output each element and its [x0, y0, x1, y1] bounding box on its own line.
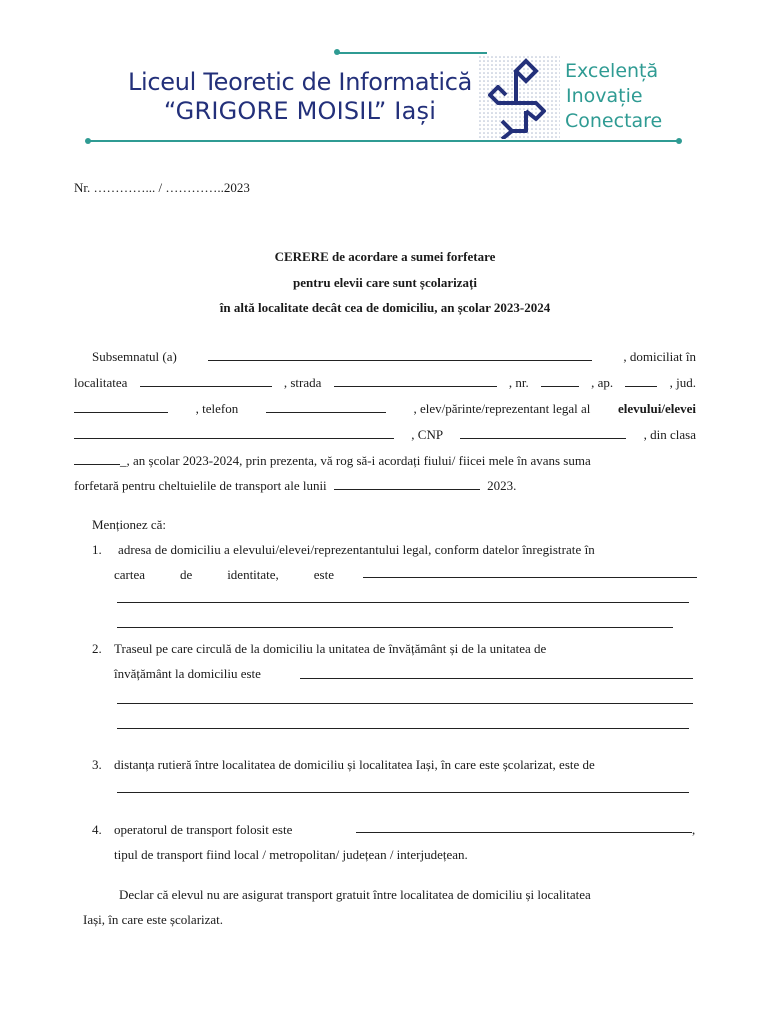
address-field-line2[interactable]	[117, 602, 689, 603]
school-logo-icon	[478, 55, 560, 139]
registration-number: Nr. …………... / …………..2023	[74, 180, 250, 195]
declaration-line2: Iași, în care este școlarizat.	[83, 912, 224, 927]
motto-line: Conectare	[565, 110, 663, 132]
label-telefon: , telefon	[195, 401, 239, 416]
letterhead	[0, 0, 770, 160]
item1-text	[118, 542, 696, 558]
class-field[interactable]	[74, 454, 120, 465]
label-elevului: elevului/elevei	[618, 401, 696, 416]
document-title-line3: în altă localitate decât cea de domiciliu, an școlar 2023-2024	[219, 300, 551, 315]
letterhead-dot	[334, 49, 340, 55]
label-strada: , strada	[283, 375, 322, 390]
school-name-line1: Liceul Teoretic de Informatică	[127, 68, 473, 96]
cnp-field[interactable]	[460, 428, 626, 439]
item4-number: 4.	[92, 822, 102, 837]
route-field-line3[interactable]	[117, 728, 689, 729]
name-field[interactable]	[208, 350, 592, 361]
item3-text: distanța rutieră între localitatea de domiciliu și localitatea Iași, în care este școlarizat, este de	[114, 757, 595, 772]
form-line-3	[74, 401, 696, 417]
letterhead-bottom-rule	[88, 140, 678, 142]
phone-field[interactable]	[266, 402, 386, 413]
form-line-6	[74, 478, 516, 494]
apartment-field[interactable]	[625, 376, 657, 387]
locality-field[interactable]	[140, 376, 272, 387]
label-domiciliat: , domiciliat în	[623, 349, 696, 364]
label-year: 2023.	[487, 478, 517, 493]
item4-continuation: tipul de transport fiind local / metropolitan/ județean / interjudețean.	[114, 847, 468, 862]
item1-word: identitate,	[227, 567, 279, 582]
address-field-line3[interactable]	[117, 627, 673, 628]
mentionez-label: Menționez că:	[92, 517, 166, 532]
item1-word: cartea	[114, 567, 146, 582]
student-name-field[interactable]	[74, 428, 394, 439]
label-cnp: , CNP	[411, 427, 444, 442]
school-motto	[565, 59, 662, 134]
item1-word: de	[179, 567, 193, 582]
motto-line: Excelență	[565, 60, 659, 82]
letterhead-dot	[85, 138, 91, 144]
letterhead-top-rule	[337, 52, 487, 54]
label-ap: , ap.	[591, 375, 614, 390]
form-line-5	[74, 453, 591, 469]
item1-continuation	[114, 567, 334, 583]
form-line-2	[74, 375, 696, 391]
form-line-4	[74, 427, 696, 443]
label-localitatea: localitatea	[74, 375, 128, 390]
number-field[interactable]	[541, 376, 579, 387]
label-an-scolar: _, an școlar 2023-2024, prin prezenta, vă rog să-i acordați fiului/ fiicei mele în avans suma	[120, 453, 591, 468]
item4-text: operatorul de transport folosit este	[114, 822, 293, 837]
declaration-line1: Declar că elevul nu are asigurat transport gratuit între localitatea de domiciliu și localitatea	[119, 887, 591, 902]
item1-text-content: adresa de domiciliu a elevului/elevei/reprezentantului legal, conform datelor înregistrate în	[118, 542, 595, 557]
item2-text: Traseul pe care circulă de la domiciliu la unitatea de învățământ și de la unitatea de	[114, 641, 547, 656]
label-din-clasa: , din clasa	[643, 427, 696, 442]
item4-comma: ,	[692, 822, 696, 837]
item1-number: 1.	[92, 542, 102, 557]
item2-number: 2.	[92, 641, 102, 656]
item2-continuation: învățământ la domiciliu este	[114, 666, 261, 681]
street-field[interactable]	[334, 376, 497, 387]
label-elev-parinte: , elev/părinte/reprezentant legal al	[413, 401, 591, 416]
operator-field[interactable]	[356, 832, 692, 833]
motto-line: Inovație	[566, 85, 643, 107]
item1-word: este	[313, 567, 334, 582]
label-nr: , nr.	[508, 375, 529, 390]
distance-field[interactable]	[117, 792, 689, 793]
school-name-line2: “GRIGORE MOISIL” Iași	[163, 97, 437, 125]
label-forfetara: forfetară pentru cheltuielile de transport ale lunii	[74, 478, 327, 493]
label-jud: , jud.	[669, 375, 696, 390]
document-title-line1: CERERE de acordare a sumei forfetare	[274, 249, 496, 264]
letterhead-dot	[676, 138, 682, 144]
route-field[interactable]	[300, 678, 693, 679]
route-field-line2[interactable]	[117, 703, 693, 704]
item3-number: 3.	[92, 757, 102, 772]
address-field[interactable]	[363, 577, 697, 578]
form-line-1	[92, 349, 696, 365]
month-field[interactable]	[334, 479, 480, 490]
label-subsemnatul: Subsemnatul (a)	[92, 349, 177, 364]
school-name	[115, 68, 485, 126]
document-title-line2: pentru elevii care sunt școlarizați	[293, 275, 477, 290]
county-field[interactable]	[74, 402, 168, 413]
